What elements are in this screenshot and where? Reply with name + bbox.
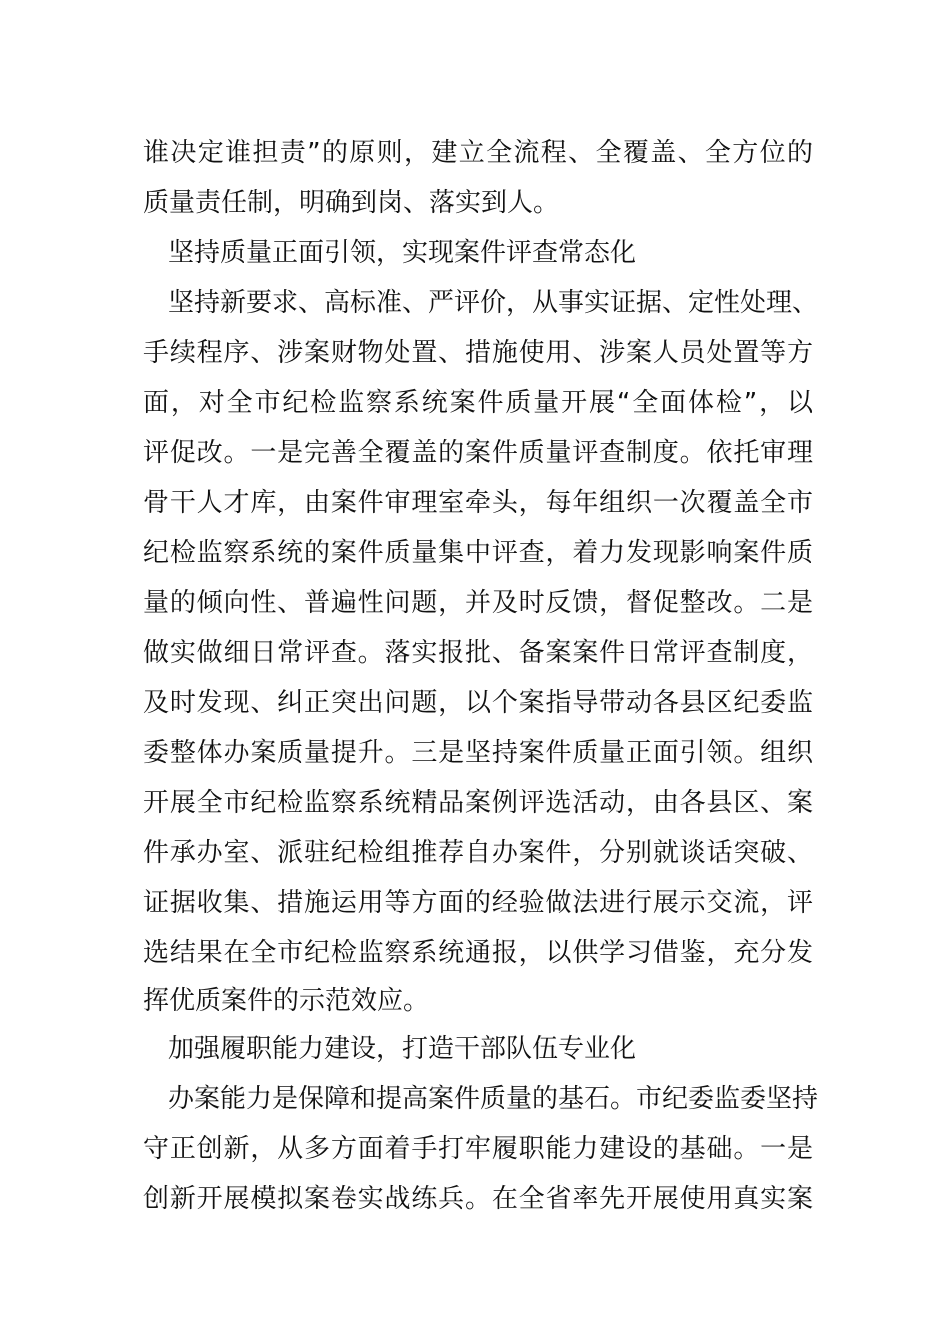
paragraph-line: 守正创新，从多方面着手打牢履职能力建设的基础。一是: [143, 1134, 813, 1164]
paragraph-line: 件承办室、派驻纪检组推荐自办案件，分别就谈话突破、: [143, 838, 813, 868]
paragraph-line: 面，对全市纪检监察系统案件质量开展“全面体检”，以: [143, 388, 813, 418]
paragraph-line: 办案能力是保障和提高案件质量的基石。市纪委监委坚持: [168, 1084, 819, 1114]
paragraph-line: 量的倾向性、普遍性问题，并及时反馈，督促整改。二是: [143, 588, 813, 618]
paragraph-line: 做实做细日常评查。落实报批、备案案件日常评查制度，: [143, 638, 813, 668]
paragraph-line: 挥优质案件的示范效应。: [143, 986, 430, 1016]
paragraph-line: 证据收集、措施运用等方面的经验做法进行展示交流，评: [143, 888, 813, 918]
paragraph-line: 质量责任制，明确到岗、落实到人。: [143, 188, 560, 218]
paragraph-line: 及时发现、纠正突出问题，以个案指导带动各县区纪委监: [143, 688, 813, 718]
paragraph-line: 坚持新要求、高标准、严评价，从事实证据、定性处理、: [168, 288, 819, 318]
paragraph-line: 纪检监察系统的案件质量集中评查，着力发现影响案件质: [143, 538, 813, 568]
paragraph-line: 委整体办案质量提升。三是坚持案件质量正面引领。组织: [143, 738, 813, 768]
paragraph-line: 谁决定谁担责”的原则，建立全流程、全覆盖、全方位的: [143, 138, 813, 168]
section-heading: 加强履职能力建设，打造干部队伍专业化: [168, 1034, 637, 1064]
paragraph-line: 评促改。一是完善全覆盖的案件质量评查制度。依托审理: [143, 438, 813, 468]
paragraph-line: 创新开展模拟案卷实战练兵。在全省率先开展使用真实案: [143, 1184, 813, 1214]
paragraph-line: 手续程序、涉案财物处置、措施使用、涉案人员处置等方: [143, 338, 813, 368]
paragraph-line: 骨干人才库，由案件审理室牵头，每年组织一次覆盖全市: [143, 488, 813, 518]
paragraph-line: 选结果在全市纪检监察系统通报，以供学习借鉴，充分发: [143, 938, 813, 968]
section-heading: 坚持质量正面引领，实现案件评查常态化: [168, 238, 637, 268]
paragraph-line: 开展全市纪检监察系统精品案例评选活动，由各县区、案: [143, 788, 813, 818]
